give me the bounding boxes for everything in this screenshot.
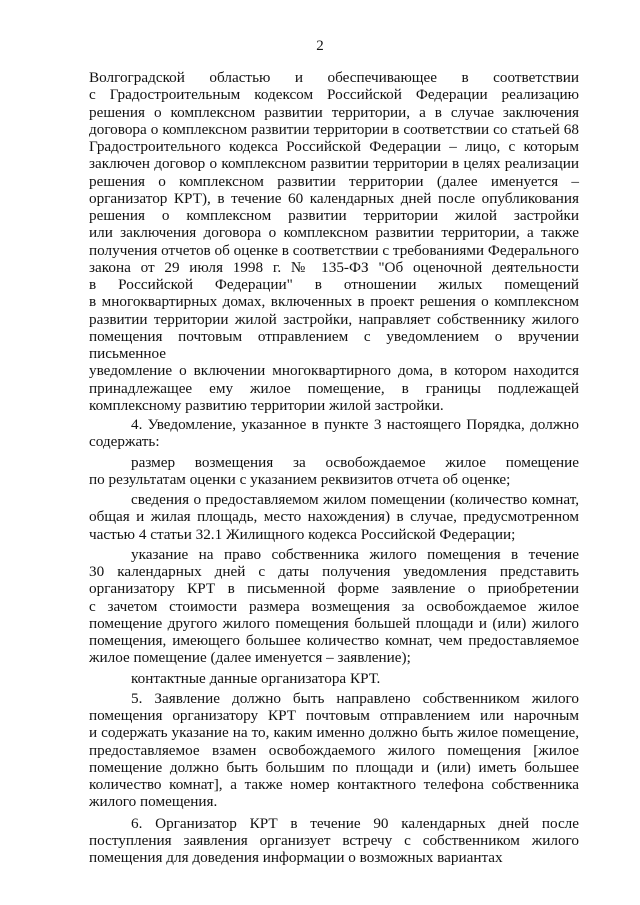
text-line: организатор КРТ), в течение 60 календарных дней после опубликования [89,189,579,207]
text-line: жилое помещение (далее именуется – заявление); [89,649,411,667]
paragraph [89,670,579,687]
paragraph [89,690,579,811]
text-line: договора о комплексном развитии территории в соответствии со статьей 68 [89,120,579,138]
text-line: частью 4 статьи 32.1 Жилищного кодекса Российской Федерации; [89,525,516,543]
paragraph [89,416,579,451]
text-line: с Градостроительным кодексом Российской Федерации реализацию [89,86,579,104]
text-line: решения о комплексном развитии территории, а в случае заключения [89,103,579,121]
text-line: 5. Заявление должно быть направлено собственником жилого [131,689,579,707]
text-line: получения отчетов об оценке в соответствии с требованиями Федерального [89,241,579,259]
text-line: Градостроительного кодекса Российской Федерации – лицо, с которым [89,138,579,155]
text-line: помещения для доведения информации о возможных вариантах [89,849,503,866]
text-line: количество комнат], а также номер контактного телефона собственника [89,776,579,793]
text-line: помещения почтовым отправлением с уведомлением о вручении письменное [89,327,579,362]
text-line: решения о комплексном развитии территории жилой застройки [89,207,579,224]
text-line: и содержать указание на то, каким именно должно быть жилое помещение, [89,724,579,742]
text-line: общая и жилая площадь, место нахождения) в случае, предусмотренном [89,508,579,526]
page-number: 2 [316,38,324,54]
document-body [89,69,579,866]
text-line: уведомление о включении многоквартирного дома, в котором находится [89,362,579,380]
text-line: помещение должно быть большим по площади и (или) иметь большее [89,758,579,776]
text-line: решения о комплексном развитии территории (далее именуется – [89,172,579,190]
text-line: сведения о предоставляемом жилом помещении (количество комнат, [131,491,579,508]
text-line: помещения организатору КРТ почтовым отправлением или нарочным [89,707,579,724]
text-line: поступления заявления организует встречу с собственником жилого [89,831,579,849]
text-line: указание на право собственника жилого помещения в течение [131,545,579,563]
text-line: помещение другого жилого помещения большей площади и (или) жилого [89,614,579,632]
text-line: развитии территории жилой застройки, направляет собственнику жилого [89,310,579,328]
text-line: в многоквартирных домах, включенных в проект решения о комплексном [89,293,579,311]
paragraph [89,815,579,867]
text-line: контактные данные организатора КРТ. [131,669,381,687]
text-line: организатору КРТ в письменной форме заявление о приобретении [89,580,579,598]
text-line: с зачетом стоимости размера возмещения за освобождаемое жилое [89,597,579,615]
text-line: по результатам оценки с указанием реквизитов отчета об оценке; [89,470,511,488]
text-line: 30 календарных дней с даты получения уведомления представить [89,563,579,580]
paragraph [89,454,579,489]
text-line: заключен договор о комплексном развитии территории в целях реализации [89,155,579,173]
text-line: закона от 29 июля 1998 г. № 135-ФЗ "Об оценочной деятельности [89,258,579,276]
text-line: комплексному развитию территории жилой застройки. [89,396,444,414]
text-line: предоставляемое взамен освобождаемого жилого помещения [жилое [89,741,579,759]
text-line: 4. Уведомление, указанное в пункте 3 настоящего Порядка, должно [131,416,579,433]
paragraph [89,546,579,667]
text-line: 6. Организатор КРТ в течение 90 календарных дней после [131,814,579,832]
text-line: жилого помещения. [89,793,218,811]
text-line: принадлежащее ему жилое помещение, в границы подлежащей [89,379,579,397]
paragraph [89,491,579,543]
text-line: содержать: [89,433,160,451]
text-line: помещения, имеющего большее количество комнат, чем предоставляемое [89,632,579,649]
text-line: в Российской Федерации" в отношении жилых помещений [89,276,579,293]
text-line: размер возмещения за освобождаемое жилое помещение [131,453,579,471]
paragraph [89,69,579,414]
text-line: или заключения договора о комплексном развитии территории, а также [89,224,579,242]
text-line: Волгоградской областью и обеспечивающее в соответствии [89,69,579,86]
